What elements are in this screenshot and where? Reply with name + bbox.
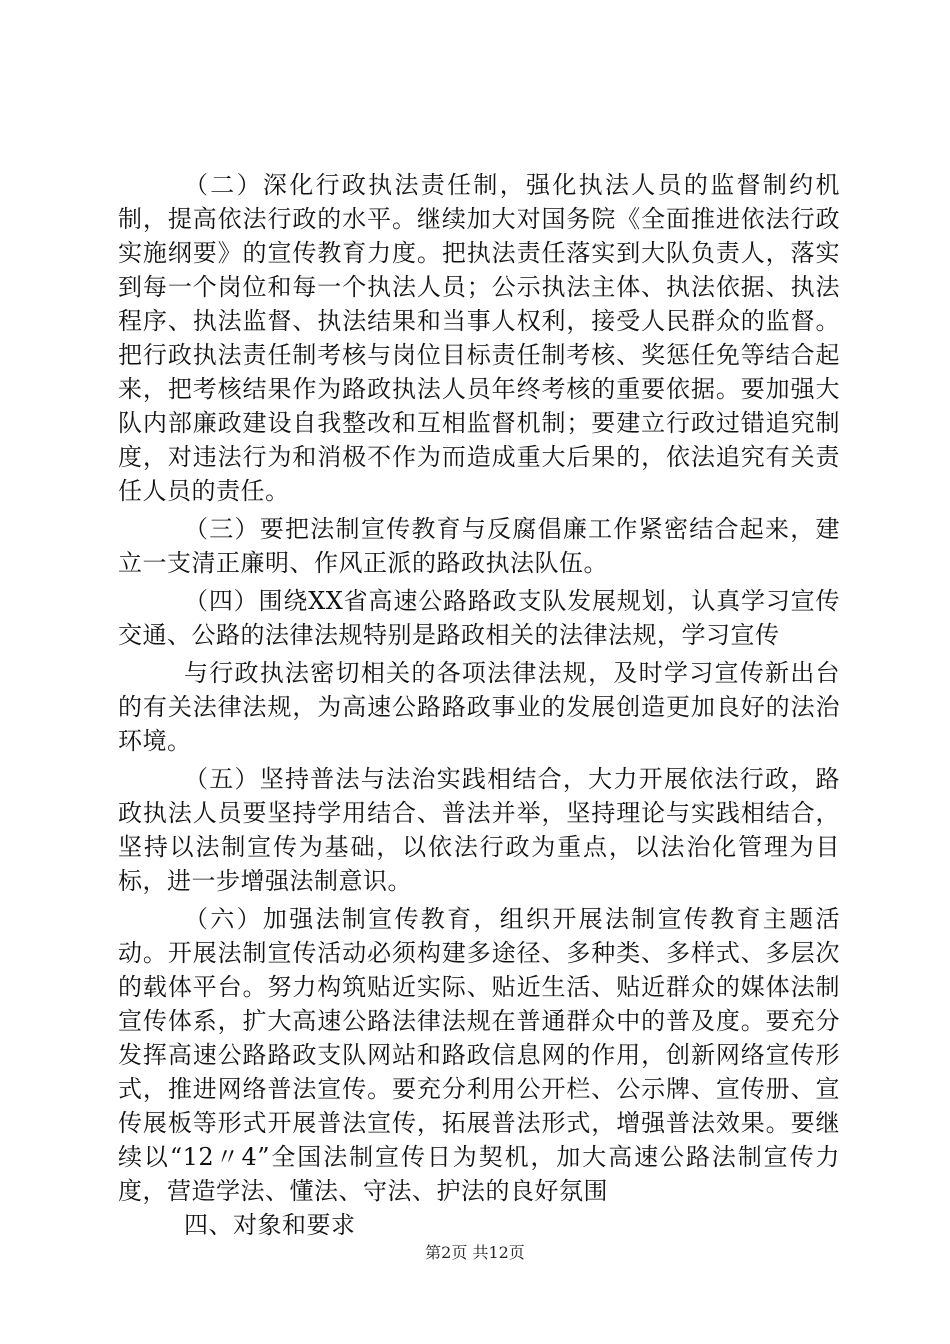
section-heading-targets-requirements: 四、对象和要求 [184, 1211, 356, 1239]
paragraph-development-plan: （四）围绕XX省高速公路路政支队发展规划，认真学习宣传交通、公路的法律法规特别是路政相关的法律法规，学习宣传 [118, 587, 840, 649]
paragraph-practice-combination: （五）坚持普法与法治实践相结合，大力开展依法行政，路政执法人员要坚持学用结合、普法并举，坚持理论与实践相结合，坚持以法制宣传为基础，以依法行政为重点，以法治化管理为目标，进一步增强法制意识。 [118, 765, 840, 895]
paragraph-publicity-education: （六）加强法制宣传教育，组织开展法制宣传教育主题活动。开展法制宣传活动必须构建多途径、多种类、多样式、多层次的载体平台。努力构筑贴近实际、贴近生活、贴近群众的媒体法制宣传体系，扩大高速公路法律法规在普通群众中的普及度。要充分发挥高速公路路政支队网站和路政信息网的作用，创新网络宣传形式，推进网络普法宣传。要充分利用公开栏、公示牌、宣传册、宣传展板等形式开展普法宣传，拓展普法形式，增强普法效果。要继续以“12〃4”全国法制宣传日为契机，加大高速公路法制宣传力度，营造学法、懂法、守法、护法的良好氛围 [118, 905, 840, 1205]
paragraph-law-enforcement-laws: 与行政执法密切相关的各项法律法规，及时学习宣传新出台的有关法律法规，为高速公路路政事业的发展创造更加良好的法治环境。 [118, 659, 840, 755]
page-footer: 第2页 共12页 [425, 1243, 525, 1262]
paragraph-anti-corruption: （三）要把法制宣传教育与反腐倡廉工作紧密结合起来，建立一支清正廉明、作风正派的路政执法队伍。 [118, 515, 840, 577]
document-body [118, 168, 840, 1242]
paragraph-responsibility-system: （二）深化行政执法责任制，强化执法人员的监督制约机制，提高依法行政的水平。继续加大对国务院《全面推进依法行政实施纲要》的宣传教育力度。把执法责任落实到大队负责人，落实到每一个岗位和每一个执法人员；公示执法主体、执法依据、执法程序、执法监督、执法结果和当事人权利，接受人民群众的监督。把行政执法责任制考核与岗位目标责任制考核、奖惩任免等结合起来，把考核结果作为路政执法人员年终考核的重要依据。要加强大队内部廉政建设自我整改和互相监督机制；要建立行政过错追究制度，对违法行为和消极不作为而造成重大后果的，依法追究有关责任人员的责任。 [118, 171, 840, 505]
